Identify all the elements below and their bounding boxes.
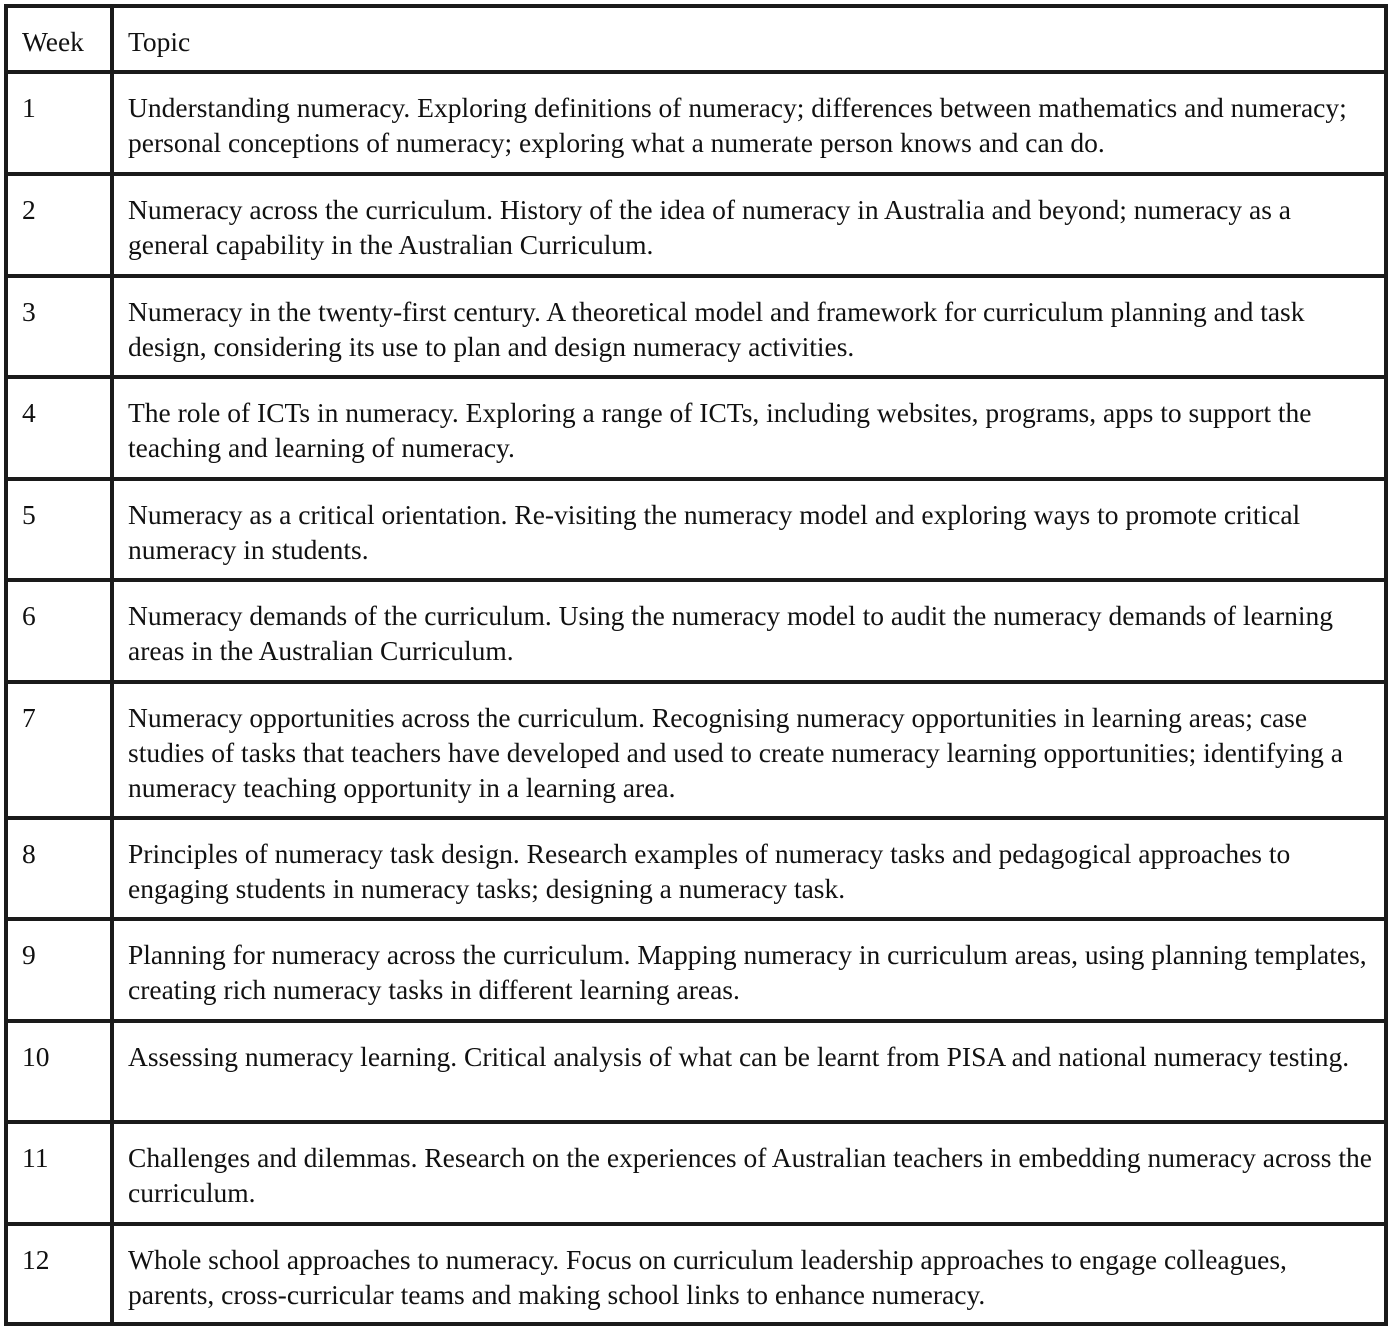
week-cell: 4 [6, 377, 112, 479]
topic-cell: Challenges and dilemmas. Research on the experiences of Australian teachers in embedding numeracy across the curriculum. [112, 1122, 1386, 1224]
week-cell: 9 [6, 919, 112, 1021]
week-cell: 8 [6, 818, 112, 919]
topic-cell: The role of ICTs in numeracy. Exploring a range of ICTs, including websites, programs, apps to support the teaching and learning of numeracy. [112, 377, 1386, 479]
topic-cell: Numeracy demands of the curriculum. Using the numeracy model to audit the numeracy demands of learning areas in the Australian Curriculum. [112, 580, 1386, 682]
table-row [6, 682, 1386, 818]
table-row [6, 276, 1386, 377]
week-cell: 5 [6, 479, 112, 580]
week-cell: 6 [6, 580, 112, 682]
topic-cell: Numeracy in the twenty-first century. A theoretical model and framework for curriculum planning and task design, considering its use to plan and design numeracy activities. [112, 276, 1386, 377]
week-cell: 1 [6, 72, 112, 174]
week-cell: 10 [6, 1021, 112, 1122]
table-row [6, 818, 1386, 919]
week-cell: 11 [6, 1122, 112, 1224]
course-schedule-table [4, 4, 1388, 1326]
topic-cell: Assessing numeracy learning. Critical analysis of what can be learnt from PISA and national numeracy testing. [112, 1021, 1386, 1122]
topic-column-header: Topic [112, 6, 1386, 72]
week-cell: 12 [6, 1224, 112, 1324]
table-header-row [6, 6, 1386, 72]
topic-cell: Planning for numeracy across the curriculum. Mapping numeracy in curriculum areas, using planning templates, creating rich numeracy tasks in different learning areas. [112, 919, 1386, 1021]
table-row [6, 174, 1386, 276]
table-row [6, 1122, 1386, 1224]
topic-cell: Numeracy as a critical orientation. Re-visiting the numeracy model and exploring ways to promote critical numeracy in students. [112, 479, 1386, 580]
topic-cell: Whole school approaches to numeracy. Focus on curriculum leadership approaches to engage colleagues, parents, cross-curricular teams and making school links to enhance numeracy. [112, 1224, 1386, 1324]
table-row [6, 1224, 1386, 1324]
topic-cell: Numeracy opportunities across the curriculum. Recognising numeracy opportunities in learning areas; case studies of tasks that teachers have developed and used to create numeracy learning opportunities; identifying a numeracy teaching opportunity in a learning area. [112, 682, 1386, 818]
table-row [6, 580, 1386, 682]
table-row [6, 72, 1386, 174]
table-row [6, 919, 1386, 1021]
topic-cell: Numeracy across the curriculum. History of the idea of numeracy in Australia and beyond; numeracy as a general capability in the Australian Curriculum. [112, 174, 1386, 276]
week-cell: 7 [6, 682, 112, 818]
table-row [6, 377, 1386, 479]
topic-cell: Principles of numeracy task design. Research examples of numeracy tasks and pedagogical approaches to engaging students in numeracy tasks; designing a numeracy task. [112, 818, 1386, 919]
table-row [6, 479, 1386, 580]
week-cell: 3 [6, 276, 112, 377]
table-body [6, 72, 1386, 1324]
topic-cell: Understanding numeracy. Exploring definitions of numeracy; differences between mathematics and numeracy; personal conceptions of numeracy; exploring what a numerate person knows and can do. [112, 72, 1386, 174]
week-cell: 2 [6, 174, 112, 276]
week-column-header: Week [6, 6, 112, 72]
table-row [6, 1021, 1386, 1122]
